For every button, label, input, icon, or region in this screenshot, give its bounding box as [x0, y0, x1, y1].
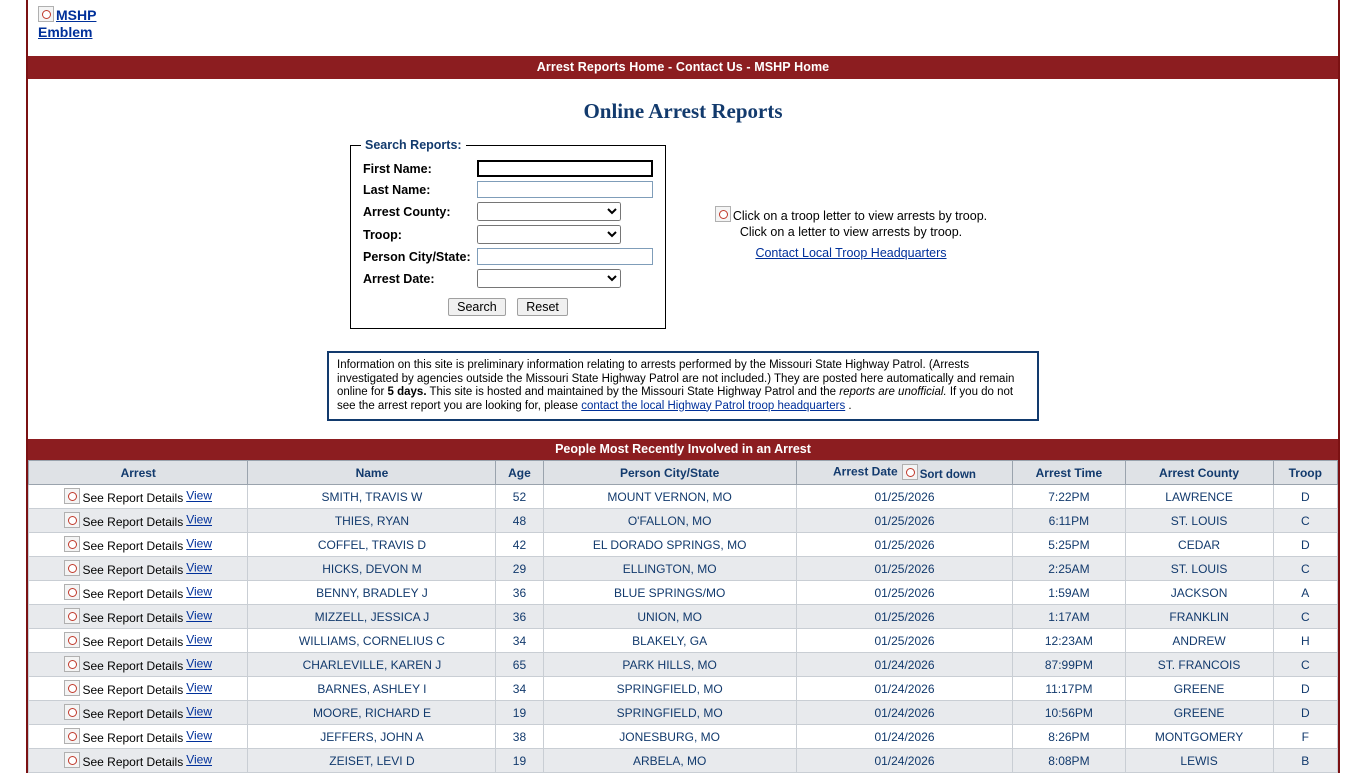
cell-arrest-date: 01/25/2026	[796, 581, 1012, 605]
broken-image-icon	[64, 728, 80, 744]
see-report-details-icon	[64, 680, 183, 697]
cell-age: 34	[496, 629, 543, 653]
cell-name: JEFFERS, JOHN A	[248, 725, 496, 749]
cell-person-city-state: O'FALLON, MO	[543, 509, 796, 533]
cell-arrest-date: 01/25/2026	[796, 605, 1012, 629]
nav-contact-us[interactable]: Contact Us	[675, 60, 743, 74]
cell-arrest-county: MONTGOMERY	[1125, 725, 1273, 749]
see-report-details-icon	[64, 752, 183, 769]
form-buttons-row	[361, 290, 655, 318]
arrest-county-select[interactable]	[477, 202, 621, 221]
disclaimer-part-2: This site is hosted and maintained by the Missouri State Highway Patrol and the	[426, 386, 840, 398]
see-report-details-alt-text: See Report Details	[82, 587, 184, 601]
broken-image-icon	[64, 488, 80, 504]
cell-arrest-date: 01/25/2026	[796, 485, 1012, 509]
column-header-age[interactable]	[496, 461, 543, 485]
results-header-row	[29, 461, 1338, 485]
cell-arrest-time: 11:17PM	[1013, 677, 1125, 701]
broken-image-icon	[64, 680, 80, 696]
first-name-cell	[475, 158, 655, 179]
see-report-details-alt-text: See Report Details	[82, 755, 184, 769]
arrest-county-label: Arrest County:	[363, 204, 451, 219]
cell-age: 19	[496, 701, 543, 725]
disclaimer-box	[327, 351, 1039, 421]
arrest-results-table	[28, 460, 1338, 773]
cell-arrest-time: 8:26PM	[1013, 725, 1125, 749]
mshp-emblem-link[interactable]	[38, 6, 148, 41]
view-report-link[interactable]: View	[186, 608, 212, 623]
cell-arrest-date: 01/24/2026	[796, 701, 1012, 725]
disclaimer-days: 5 days.	[387, 386, 427, 398]
troop-map-broken-image[interactable]	[715, 206, 987, 223]
cell-arrest-county: ST. FRANCOIS	[1125, 653, 1273, 677]
cell-name: MIZZELL, JESSICA J	[248, 605, 496, 629]
troop-label: Troop:	[363, 227, 402, 242]
table-row	[29, 653, 1338, 677]
see-report-details-icon	[64, 632, 183, 649]
view-report-link[interactable]: View	[186, 560, 212, 575]
cell-arrest-time: 87:99PM	[1013, 653, 1125, 677]
see-report-details-icon	[64, 584, 183, 601]
table-row	[29, 581, 1338, 605]
view-report-link[interactable]: View	[186, 488, 212, 503]
first-name-label: First Name:	[363, 161, 432, 176]
disclaimer-contact-link[interactable]: contact the local Highway Patrol troop headquarters	[581, 399, 846, 412]
column-header-arrest-time[interactable]	[1013, 461, 1125, 485]
cell-name: MOORE, RICHARD E	[248, 701, 496, 725]
nav-mshp-home[interactable]: MSHP Home	[754, 60, 830, 74]
arrest-county-cell	[475, 200, 655, 223]
broken-image-icon	[64, 632, 80, 648]
cell-person-city-state: EL DORADO SPRINGS, MO	[543, 533, 796, 557]
disclaimer-part-3: If you do not see the arrest report you are looking for, please	[337, 386, 1014, 412]
arrest-details-cell	[29, 533, 248, 557]
person-city-state-row	[361, 246, 655, 267]
page-frame	[26, 0, 1340, 773]
column-header-name[interactable]	[248, 461, 496, 485]
cell-name: THIES, RYAN	[248, 509, 496, 533]
table-row	[29, 677, 1338, 701]
cell-name: CHARLEVILLE, KAREN J	[248, 653, 496, 677]
last-name-input[interactable]	[477, 181, 653, 198]
see-report-details-icon	[64, 536, 183, 553]
see-report-details-icon	[64, 560, 183, 577]
last-name-row	[361, 179, 655, 200]
cell-arrest-time: 7:22PM	[1013, 485, 1125, 509]
cell-arrest-time: 1:59AM	[1013, 581, 1125, 605]
cell-name: BENNY, BRADLEY J	[248, 581, 496, 605]
broken-image-icon	[64, 584, 80, 600]
cell-age: 19	[496, 749, 543, 773]
column-header-name-link[interactable]: Name	[355, 465, 389, 480]
cell-troop: C	[1273, 653, 1337, 677]
view-report-link[interactable]: View	[186, 656, 212, 671]
cell-age: 34	[496, 677, 543, 701]
see-report-details-icon	[64, 656, 183, 673]
cell-name: ZEISET, LEVI D	[248, 749, 496, 773]
cell-troop: D	[1273, 485, 1337, 509]
cell-person-city-state: BLUE SPRINGS/MO	[543, 581, 796, 605]
arrest-details-cell	[29, 701, 248, 725]
cell-age: 48	[496, 509, 543, 533]
contact-local-troop-link[interactable]: Contact Local Troop Headquarters	[755, 246, 947, 260]
see-report-details-alt-text: See Report Details	[82, 683, 184, 697]
arrest-date-row	[361, 267, 655, 290]
column-header-city-link[interactable]: Person City/State	[619, 465, 720, 480]
cell-name: BARNES, ASHLEY I	[248, 677, 496, 701]
troop-map-hint: Click on a letter to view arrests by troop.	[739, 225, 963, 239]
cell-arrest-county: LEWIS	[1125, 749, 1273, 773]
view-report-link[interactable]: View	[186, 752, 212, 767]
results-head	[29, 461, 1338, 485]
cell-troop: A	[1273, 581, 1337, 605]
table-row	[29, 725, 1338, 749]
cell-person-city-state: PARK HILLS, MO	[543, 653, 796, 677]
arrest-details-cell	[29, 749, 248, 773]
reset-button[interactable]: Reset	[517, 298, 568, 316]
see-report-details-icon	[64, 488, 183, 505]
troop-select[interactable]	[477, 225, 621, 244]
cell-arrest-time: 12:23AM	[1013, 629, 1125, 653]
column-header-age-link[interactable]: Age	[508, 465, 531, 480]
see-report-details-alt-text: See Report Details	[82, 659, 184, 673]
see-report-details-alt-text: See Report Details	[82, 491, 184, 505]
see-report-details-icon	[64, 728, 183, 745]
cell-arrest-time: 8:08PM	[1013, 749, 1125, 773]
disclaimer-part-4: .	[845, 399, 852, 412]
column-header-person-city-state[interactable]	[543, 461, 796, 485]
broken-image-icon	[64, 512, 80, 528]
view-report-link[interactable]: View	[186, 728, 212, 743]
cell-age: 36	[496, 581, 543, 605]
column-header-troop[interactable]	[1273, 461, 1337, 485]
disclaimer-part-1: Information on this site is preliminary information relating to arrests performed by the Missouri State Highway Patrol. (Arrests investigated by agencies outside the Missouri State Highway Patrol are not included.) They are posted here automatically and remain online for	[337, 359, 1015, 398]
column-header-troop-link[interactable]: Troop	[1288, 465, 1322, 480]
broken-image-icon	[64, 608, 80, 624]
cell-arrest-county: ST. LOUIS	[1125, 509, 1273, 533]
cell-troop: H	[1273, 629, 1337, 653]
arrest-details-cell	[29, 509, 248, 533]
search-button[interactable]: Search	[448, 298, 506, 316]
cell-arrest-county: ANDREW	[1125, 629, 1273, 653]
column-header-county-link[interactable]: Arrest County	[1159, 465, 1240, 480]
person-city-state-label: Person City/State:	[363, 249, 471, 264]
cell-age: 29	[496, 557, 543, 581]
cell-age: 36	[496, 605, 543, 629]
last-name-cell	[475, 179, 655, 200]
arrest-details-cell	[29, 677, 248, 701]
view-report-link[interactable]: View	[186, 584, 212, 599]
page-title: Online Arrest Reports	[583, 99, 783, 123]
troop-cell	[475, 223, 655, 246]
arrest-details-cell	[29, 725, 248, 749]
disclaimer-italic: reports are unofficial.	[839, 386, 947, 398]
person-city-state-cell	[475, 246, 655, 267]
cell-troop: C	[1273, 509, 1337, 533]
cell-person-city-state: SPRINGFIELD, MO	[543, 677, 796, 701]
table-row	[29, 485, 1338, 509]
cell-troop: B	[1273, 749, 1337, 773]
cell-arrest-county: GREENE	[1125, 701, 1273, 725]
view-report-link[interactable]: View	[186, 512, 212, 527]
cell-name: SMITH, TRAVIS W	[248, 485, 496, 509]
first-name-row	[361, 158, 655, 179]
cell-troop: D	[1273, 533, 1337, 557]
cell-person-city-state: ELLINGTON, MO	[543, 557, 796, 581]
arrest-details-cell	[29, 653, 248, 677]
cell-troop: D	[1273, 701, 1337, 725]
troop-map-alt-text: Click on a troop letter to view arrests by troop.	[732, 209, 988, 223]
cell-person-city-state: ARBELA, MO	[543, 749, 796, 773]
broken-image-icon	[64, 704, 80, 720]
results-body	[29, 485, 1338, 773]
nav-separator-2: -	[742, 60, 755, 74]
see-report-details-alt-text: See Report Details	[82, 563, 184, 577]
cell-arrest-date: 01/24/2026	[796, 725, 1012, 749]
see-report-details-alt-text: See Report Details	[82, 515, 184, 529]
arrest-details-cell	[29, 485, 248, 509]
see-report-details-alt-text: See Report Details	[82, 539, 184, 553]
cell-person-city-state: UNION, MO	[543, 605, 796, 629]
cell-arrest-county: ST. LOUIS	[1125, 557, 1273, 581]
cell-arrest-county: JACKSON	[1125, 581, 1273, 605]
cell-arrest-county: CEDAR	[1125, 533, 1273, 557]
cell-person-city-state: MOUNT VERNON, MO	[543, 485, 796, 509]
view-report-link[interactable]: View	[186, 536, 212, 551]
cell-arrest-date: 01/25/2026	[796, 509, 1012, 533]
cell-name: WILLIAMS, CORNELIUS C	[248, 629, 496, 653]
table-row	[29, 509, 1338, 533]
cell-troop: C	[1273, 605, 1337, 629]
cell-arrest-time: 2:25AM	[1013, 557, 1125, 581]
arrest-details-cell	[29, 557, 248, 581]
person-city-state-input[interactable]	[477, 248, 653, 265]
see-report-details-alt-text: See Report Details	[82, 611, 184, 625]
form-buttons-cell	[361, 290, 655, 318]
broken-image-icon	[64, 656, 80, 672]
search-fields-table	[361, 158, 655, 318]
masthead	[28, 0, 1338, 56]
cell-arrest-date: 01/24/2026	[796, 653, 1012, 677]
broken-image-icon	[902, 464, 918, 480]
arrest-date-cell	[475, 267, 655, 290]
cell-age: 42	[496, 533, 543, 557]
cell-arrest-time: 6:11PM	[1013, 509, 1125, 533]
cell-arrest-time: 1:17AM	[1013, 605, 1125, 629]
table-row	[29, 749, 1338, 773]
search-section	[28, 138, 1338, 329]
troop-row	[361, 223, 655, 246]
cell-age: 52	[496, 485, 543, 509]
first-name-input[interactable]	[477, 160, 653, 177]
cell-arrest-time: 10:56PM	[1013, 701, 1125, 725]
view-report-link[interactable]: View	[186, 680, 212, 695]
broken-image-icon	[64, 560, 80, 576]
arrest-date-select[interactable]	[477, 269, 621, 288]
cell-age: 65	[496, 653, 543, 677]
results-title: People Most Recently Involved in an Arrest	[28, 439, 1338, 460]
broken-image-icon	[64, 536, 80, 552]
cell-age: 38	[496, 725, 543, 749]
column-header-time-link[interactable]: Arrest Time	[1035, 465, 1103, 480]
see-report-details-icon	[64, 512, 183, 529]
broken-image-icon	[38, 6, 54, 22]
cell-arrest-date: 01/24/2026	[796, 749, 1012, 773]
broken-image-icon	[64, 752, 80, 768]
cell-arrest-county: GREENE	[1125, 677, 1273, 701]
arrest-details-cell	[29, 605, 248, 629]
column-header-arrest-county[interactable]	[1125, 461, 1273, 485]
cell-name: HICKS, DEVON M	[248, 557, 496, 581]
cell-person-city-state: SPRINGFIELD, MO	[543, 701, 796, 725]
troop-map-panel	[686, 138, 1016, 260]
arrest-date-label: Arrest Date:	[363, 271, 435, 286]
cell-arrest-time: 5:25PM	[1013, 533, 1125, 557]
cell-troop: C	[1273, 557, 1337, 581]
cell-arrest-county: FRANKLIN	[1125, 605, 1273, 629]
arrest-details-cell	[29, 629, 248, 653]
nav-separator-1: -	[664, 60, 676, 74]
cell-troop: F	[1273, 725, 1337, 749]
search-reports-form	[350, 138, 666, 329]
top-nav	[28, 56, 1338, 79]
cell-arrest-county: LAWRENCE	[1125, 485, 1273, 509]
search-legend: Search Reports:	[365, 138, 462, 152]
cell-arrest-date: 01/24/2026	[796, 677, 1012, 701]
table-row	[29, 557, 1338, 581]
cell-person-city-state: JONESBURG, MO	[543, 725, 796, 749]
view-report-link[interactable]: View	[186, 632, 212, 647]
see-report-details-alt-text: See Report Details	[82, 731, 184, 745]
see-report-details-icon	[64, 608, 183, 625]
nav-arrest-reports-home[interactable]: Arrest Reports Home	[536, 60, 665, 74]
last-name-label: Last Name:	[363, 182, 431, 197]
column-header-arrest[interactable]	[29, 461, 248, 485]
see-report-details-alt-text: See Report Details	[82, 707, 184, 721]
see-report-details-alt-text: See Report Details	[82, 635, 184, 649]
broken-image-icon	[715, 206, 731, 222]
table-row	[29, 629, 1338, 653]
cell-arrest-date: 01/25/2026	[796, 533, 1012, 557]
arrest-details-cell	[29, 581, 248, 605]
mshp-emblem-alt-text: MSHP Emblem	[38, 7, 97, 40]
table-row	[29, 605, 1338, 629]
cell-person-city-state: BLAKELY, GA	[543, 629, 796, 653]
column-header-arrest-date[interactable]	[796, 461, 1012, 485]
column-header-arrest-link[interactable]: Arrest	[120, 465, 156, 480]
cell-arrest-date: 01/25/2026	[796, 557, 1012, 581]
sort-down-alt-text: Sort down	[919, 469, 976, 481]
table-row	[29, 701, 1338, 725]
sort-down-icon	[902, 464, 976, 481]
cell-name: COFFEL, TRAVIS D	[248, 533, 496, 557]
view-report-link[interactable]: View	[186, 704, 212, 719]
cell-arrest-date: 01/25/2026	[796, 629, 1012, 653]
see-report-details-icon	[64, 704, 183, 721]
column-header-date-link[interactable]: Arrest Date	[833, 464, 898, 479]
cell-troop: D	[1273, 677, 1337, 701]
table-row	[29, 533, 1338, 557]
arrest-county-row	[361, 200, 655, 223]
